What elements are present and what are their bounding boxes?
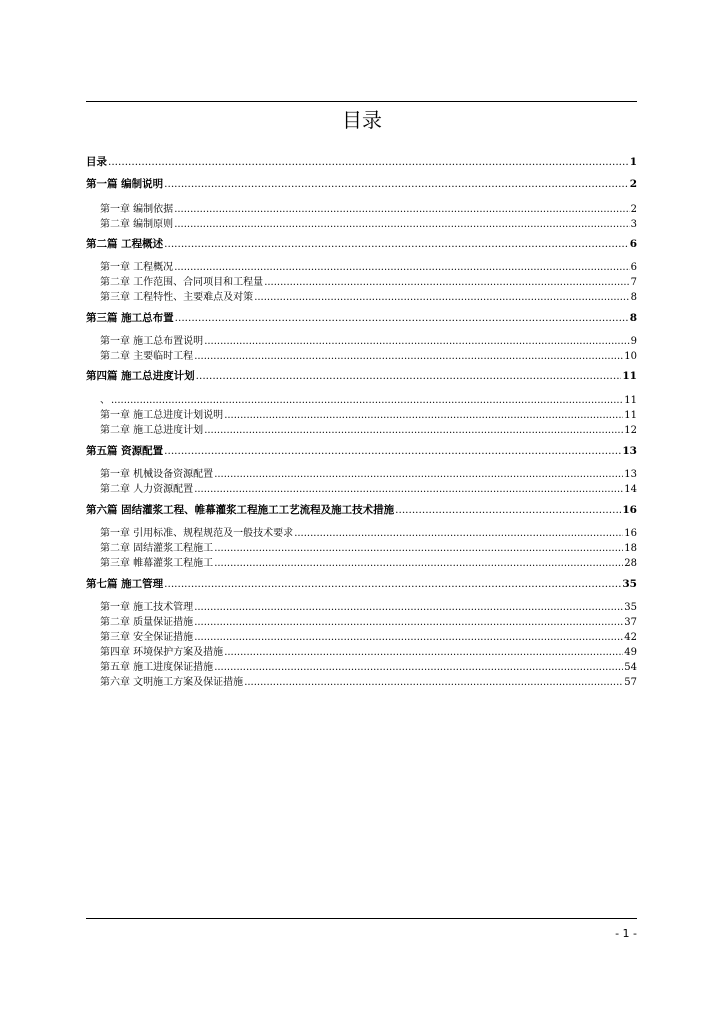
- toc-leader-dots: [214, 558, 623, 569]
- toc-chapter-entry[interactable]: [86, 554, 637, 569]
- toc-leader-dots: [111, 395, 623, 406]
- toc-entry-page: 2: [630, 204, 637, 215]
- toc-chapter-entry[interactable]: [86, 613, 637, 628]
- toc-part-entry[interactable]: [86, 502, 637, 517]
- toc-leader-dots: [108, 156, 629, 168]
- toc-entry-page: 10: [624, 351, 637, 362]
- toc-leader-dots: [194, 351, 623, 362]
- toc-leader-dots: [196, 370, 622, 382]
- toc-entry-page: 8: [629, 312, 637, 324]
- toc-chapter-entry[interactable]: [86, 643, 637, 658]
- toc-entry-page: 3: [630, 219, 637, 230]
- toc-entry-title: 第一章 工程概况: [100, 262, 174, 273]
- toc-entry-title: 第七篇 施工管理: [86, 578, 164, 590]
- toc-entry-page: 35: [624, 602, 637, 613]
- page-number: - 1 -: [615, 927, 637, 940]
- toc-leader-dots: [174, 204, 629, 215]
- toc-chapter-entry[interactable]: [86, 406, 637, 421]
- toc-entry-page: 9: [630, 336, 637, 347]
- toc-entry-title: 第一章 引用标准、规程规范及一般技术要求: [100, 528, 294, 539]
- toc-entry-title: 第二章 编制原则: [100, 219, 174, 230]
- toc-chapter-entry[interactable]: [86, 673, 637, 688]
- toc-entry-title: 第一章 编制依据: [100, 204, 174, 215]
- toc-chapter-entry[interactable]: [86, 200, 637, 215]
- toc-entry-title: 第三章 安全保证措施: [100, 632, 194, 643]
- toc-entry-title: 第二章 主要临时工程: [100, 351, 194, 362]
- toc-leader-dots: [264, 277, 629, 288]
- toc-entry-title: 第三章 帷幕灌浆工程施工: [100, 558, 214, 569]
- toc-entry-title: 第一章 施工总布置说明: [100, 336, 204, 347]
- toc-part-entry[interactable]: [86, 310, 637, 325]
- toc-entry-title: 第五章 施工进度保证措施: [100, 662, 214, 673]
- toc-entry-page: 13: [624, 469, 637, 480]
- toc-entry-title: 第一章 机械设备资源配置: [100, 469, 214, 480]
- toc-entry-page: 18: [624, 543, 637, 554]
- toc-chapter-entry[interactable]: [86, 258, 637, 273]
- toc-entry-title: 第一篇 编制说明: [86, 178, 164, 190]
- toc-leader-dots: [204, 336, 629, 347]
- toc-part-entry[interactable]: [86, 176, 637, 191]
- toc-chapter-entry[interactable]: [86, 598, 637, 613]
- toc-leader-dots: [254, 292, 629, 303]
- toc-entry-page: 6: [629, 238, 637, 250]
- toc-leader-dots: [175, 312, 629, 324]
- toc-leader-dots: [194, 602, 623, 613]
- toc-entry-title: 第四篇 施工总进度计划: [86, 370, 195, 382]
- toc-entry-title: 第二篇 工程概述: [86, 238, 164, 250]
- toc-chapter-entry[interactable]: [86, 347, 637, 362]
- toc-chapter-entry[interactable]: [86, 332, 637, 347]
- toc-entry-title: 第二章 施工总进度计划: [100, 425, 204, 436]
- toc-entry-title: 第二章 工作范围、合同项目和工程量: [100, 277, 264, 288]
- toc-chapter-entry[interactable]: [86, 273, 637, 288]
- toc-entry-page: 11: [622, 370, 637, 382]
- toc-entry-page: 16: [622, 504, 637, 516]
- toc-entry-page: 13: [622, 445, 637, 457]
- toc-entry-page: 1: [629, 156, 637, 168]
- toc-leader-dots: [164, 578, 621, 590]
- toc-leader-dots: [174, 219, 629, 230]
- toc-entry-title: 第四章 环境保护方案及措施: [100, 647, 224, 658]
- toc-leader-dots: [214, 469, 623, 480]
- toc-entry-page: 11: [624, 395, 637, 406]
- toc-chapter-entry[interactable]: [86, 288, 637, 303]
- toc-leader-dots: [214, 662, 623, 673]
- toc-entry-title: 第三篇 施工总布置: [86, 312, 174, 324]
- toc-entry-page: 28: [624, 558, 637, 569]
- toc-entry-title: 第六篇 固结灌浆工程、帷幕灌浆工程施工工艺流程及施工技术措施: [86, 504, 395, 516]
- toc-leader-dots: [204, 425, 623, 436]
- toc-entry-title: 第六章 文明施工方案及保证措施: [100, 677, 244, 688]
- toc-part-entry[interactable]: [86, 236, 637, 251]
- toc-leader-dots: [164, 238, 629, 250]
- toc-entry-page: 16: [624, 528, 637, 539]
- toc-chapter-entry[interactable]: [86, 524, 637, 539]
- toc-chapter-entry[interactable]: [86, 658, 637, 673]
- toc-entry-page: 14: [624, 484, 637, 495]
- toc-part-entry[interactable]: [86, 368, 637, 383]
- toc-entry-title: 第一章 施工总进度计划说明: [100, 410, 224, 421]
- toc-entry-page: 35: [622, 578, 637, 590]
- toc-chapter-entry[interactable]: [86, 465, 637, 480]
- toc-entry-page: 54: [624, 662, 637, 673]
- toc-leader-dots: [395, 504, 621, 516]
- toc-entry-title: 第五篇 资源配置: [86, 445, 164, 457]
- toc-leader-dots: [194, 484, 623, 495]
- toc-part-entry[interactable]: [86, 154, 637, 169]
- toc-leader-dots: [294, 528, 623, 539]
- toc-chapter-entry[interactable]: [86, 421, 637, 436]
- toc-entry-page: 37: [624, 617, 637, 628]
- toc-leader-dots: [164, 445, 621, 457]
- toc-entry-title: 第二章 质量保证措施: [100, 617, 194, 628]
- toc-entry-title: 第二章 固结灌浆工程施工: [100, 543, 214, 554]
- toc-entry-page: 2: [629, 178, 637, 190]
- toc-chapter-entry[interactable]: [86, 480, 637, 495]
- toc-chapter-entry[interactable]: [86, 391, 637, 406]
- toc-entry-page: 11: [624, 410, 637, 421]
- footer-rule: [86, 918, 637, 919]
- toc-chapter-entry[interactable]: [86, 628, 637, 643]
- toc-entry-page: 42: [624, 632, 637, 643]
- toc-entry-title: 第一章 施工技术管理: [100, 602, 194, 613]
- toc-entry-title: 、: [100, 395, 110, 406]
- toc-entry-page: 8: [630, 292, 637, 303]
- toc-entry-title: 第二章 人力资源配置: [100, 484, 194, 495]
- toc-part-entry[interactable]: [86, 576, 637, 591]
- toc-entry-page: 7: [630, 277, 637, 288]
- toc-chapter-entry[interactable]: [86, 539, 637, 554]
- toc-leader-dots: [194, 617, 623, 628]
- toc-entry-title: 第三章 工程特性、主要难点及对策: [100, 292, 254, 303]
- toc-leader-dots: [224, 647, 623, 658]
- header-rule: [86, 101, 637, 102]
- toc-part-entry[interactable]: [86, 443, 637, 458]
- toc-entry-title: 目录: [86, 156, 107, 168]
- toc-entry-page: 12: [624, 425, 637, 436]
- toc-entry-page: 57: [624, 677, 637, 688]
- toc-leader-dots: [194, 632, 623, 643]
- toc-leader-dots: [244, 677, 623, 688]
- toc-leader-dots: [224, 410, 623, 421]
- toc-leader-dots: [214, 543, 623, 554]
- toc-chapter-entry[interactable]: [86, 215, 637, 230]
- toc-entry-page: 6: [630, 262, 637, 273]
- toc-leader-dots: [164, 178, 629, 190]
- page-title: 目录: [342, 108, 382, 132]
- toc-leader-dots: [174, 262, 629, 273]
- toc-entry-page: 49: [624, 647, 637, 658]
